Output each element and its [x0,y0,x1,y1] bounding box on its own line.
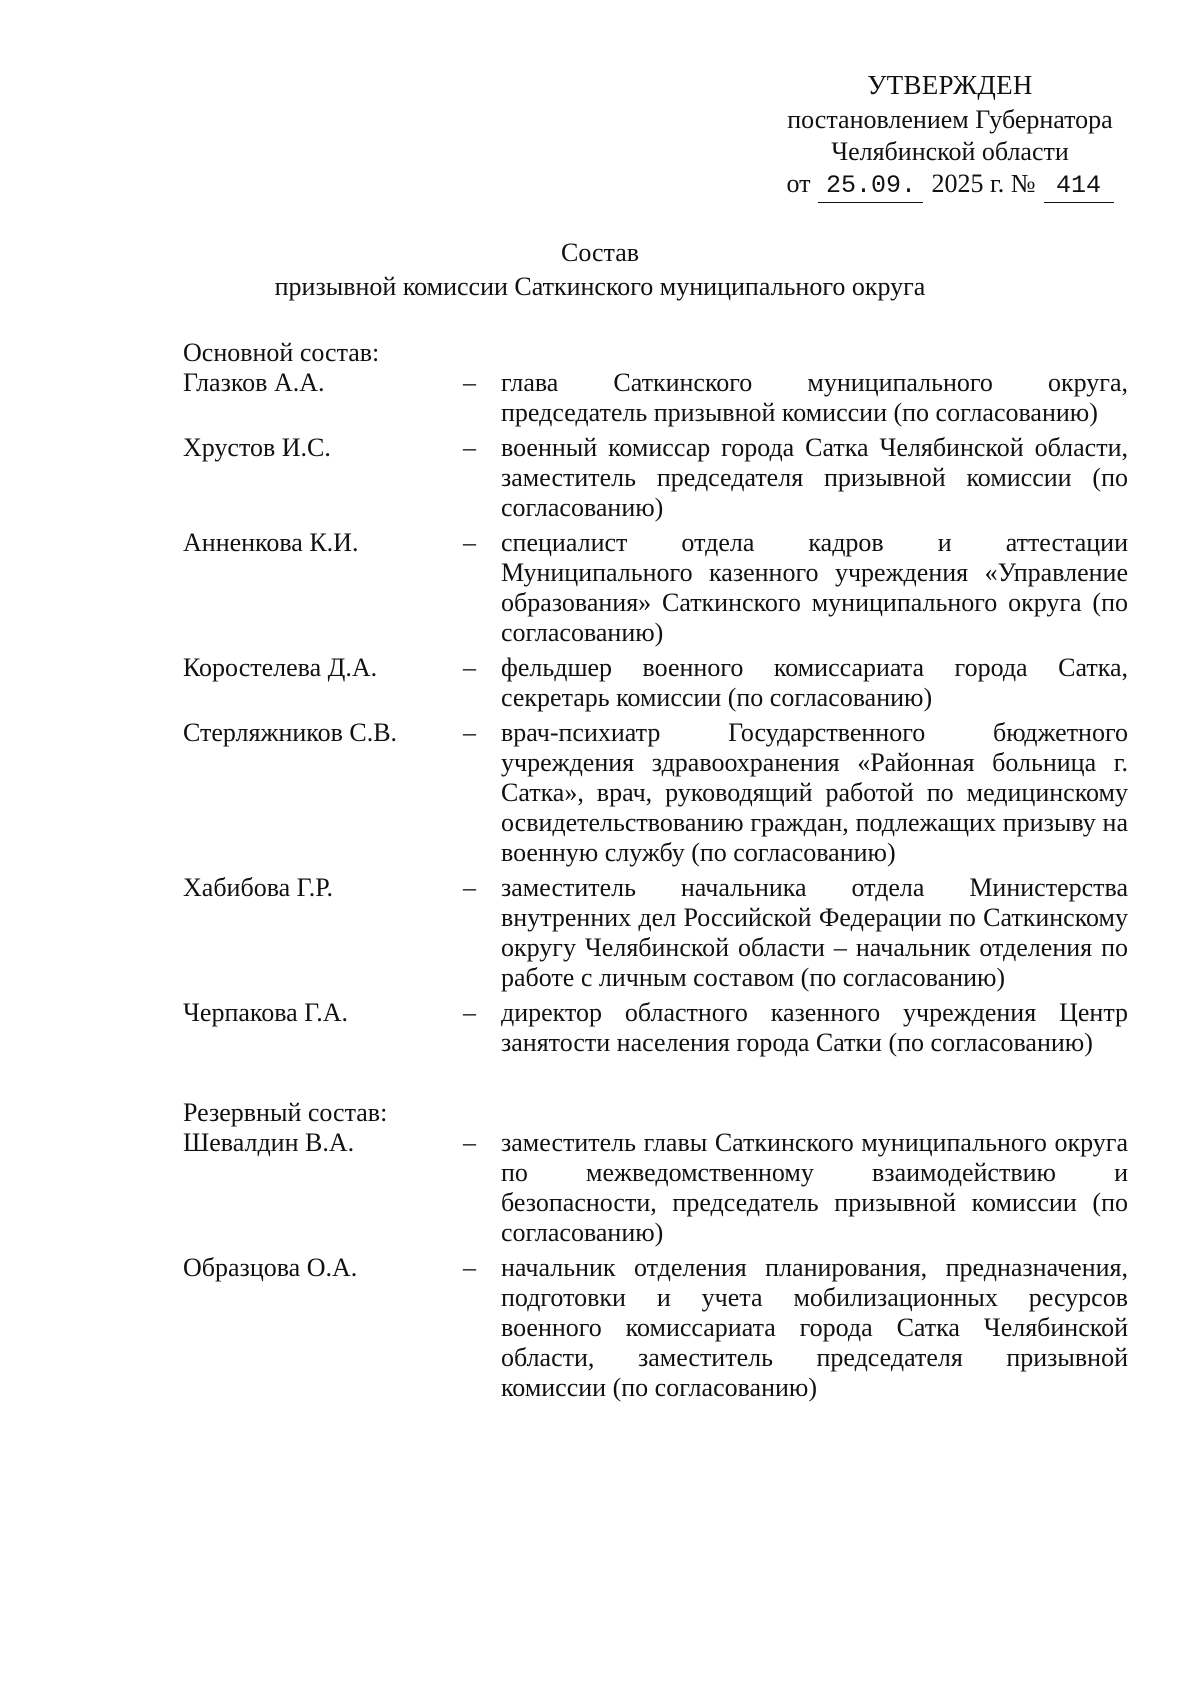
title-heading: Состав [560,238,640,267]
main-section-label: Основной состав: [183,338,380,367]
member-dash: – [463,433,476,462]
member-name: Анненкова К.И. [183,528,359,557]
member-row [183,1253,1128,1403]
member-name: Стерляжников С.В. [183,718,398,747]
title-subheading: призывной комиссии Саткинского муниципального округа [274,272,926,301]
member-row [183,368,1128,428]
member-row [183,718,1128,868]
member-row [183,528,1128,648]
member-dash: – [463,998,476,1027]
approval-stamp: УТВЕРЖДЕН [867,70,1033,100]
approval-line-region: Челябинской области [831,137,1069,166]
member-row [183,653,1128,713]
member-dash: – [463,718,476,747]
member-name: Образцова О.А. [183,1253,358,1282]
member-row [183,873,1128,993]
member-name: Коростелева Д.А. [183,653,378,682]
section-spacer [183,1063,1128,1098]
decree-number: 414 [1044,170,1114,203]
member-row [183,433,1128,523]
commission-composition [183,338,1128,1408]
member-name: Черпакова Г.А. [183,998,349,1027]
member-role: заместитель главы Саткинского муниципального округа по межведомственному взаимодействию и безопасности, председатель призывной комиссии (по согласованию) [501,1128,1128,1247]
member-role: заместитель начальника отдела Министерства внутренних дел Российской Федерации по Саткинскому округу Челябинской области – начальник отделения по работе с личным составом (по согласованию) [501,873,1128,992]
member-name: Хабибова Г.Р. [183,873,333,902]
member-dash: – [463,1128,476,1157]
approval-block [740,70,1160,203]
member-role: директор областного казенного учреждения Центр занятости населения города Сатки (по согласованию) [501,998,1128,1057]
member-row [183,998,1128,1058]
member-role: фельдшер военного комиссариата города Сатка, секретарь комиссии (по согласованию) [501,653,1128,712]
member-role: специалист отдела кадров и аттестации Муниципального казенного учреждения «Управление образования» Саткинского муниципального округа (по согласованию) [501,528,1128,647]
member-name: Шевалдин В.А. [183,1128,355,1157]
member-dash: – [463,873,476,902]
member-name: Хрустов И.С. [183,433,331,462]
member-dash: – [463,528,476,557]
approval-date-line [740,168,1160,203]
reserve-section-label: Резервный состав: [183,1098,388,1127]
member-role: глава Саткинского муниципального округа, председатель призывной комиссии (по согласованию) [501,368,1128,427]
member-dash: – [463,653,476,682]
member-row [183,1128,1128,1248]
member-name: Глазков А.А. [183,368,325,397]
member-role: врач-психиатр Государственного бюджетного учреждения здравоохранения «Районная больница г. Сатка», врач, руководящий работой по медицинскому освидетельствованию граждан, подлежащих призыву на военную службу (по согласованию) [501,718,1128,867]
member-dash: – [463,368,476,397]
member-dash: – [463,1253,476,1282]
date-suffix: 2025 г. № [931,169,1036,198]
member-role: военный комиссар города Сатка Челябинской области, заместитель председателя призывной комиссии (по согласованию) [501,433,1128,522]
approval-line-decree: постановлением Губернатора [787,105,1113,134]
date-prefix: от [786,169,811,198]
member-role: начальник отделения планирования, предназначения, подготовки и учета мобилизационных ресурсов военного комиссариата города Сатка Челябинской области, заместитель председателя призывной комиссии (по согласованию) [501,1253,1128,1402]
document-title [0,236,1200,304]
date-value: 25.09. [818,170,923,203]
